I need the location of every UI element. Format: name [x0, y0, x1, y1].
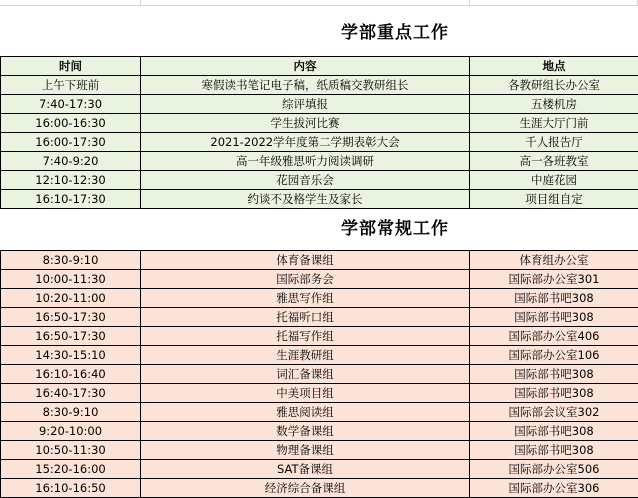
- table-row: [1, 114, 638, 133]
- cell-location[interactable]: 项目组自定: [470, 190, 638, 209]
- header-time[interactable]: 时间: [1, 57, 141, 76]
- routine-work-table: [0, 250, 638, 498]
- cell-time[interactable]: 16:50-17:30: [1, 308, 141, 327]
- cell-content[interactable]: 约谈不及格学生及家长: [141, 190, 470, 209]
- cell-content[interactable]: 经济综合备课组: [141, 479, 470, 498]
- table-row: [1, 365, 638, 384]
- cell-content[interactable]: 寒假读书笔记电子稿，纸质稿交教研组长: [141, 76, 470, 95]
- header-location[interactable]: 地点: [470, 57, 638, 76]
- table-row: [1, 327, 638, 346]
- cell-location[interactable]: 国际部办公室306: [470, 479, 638, 498]
- cell-time[interactable]: 9:20-10:00: [1, 422, 141, 441]
- cell-time[interactable]: 16:10-16:50: [1, 479, 141, 498]
- cell-content[interactable]: 雅思阅读组: [141, 403, 470, 422]
- cell-content[interactable]: 综评填报: [141, 95, 470, 114]
- cell-content[interactable]: 托福听口组: [141, 308, 470, 327]
- table-row: [1, 422, 638, 441]
- cell-location[interactable]: 国际部办公室301: [470, 270, 638, 289]
- cell-location[interactable]: 国际部书吧308: [470, 441, 638, 460]
- section-title-routine-work: 学部常规工作: [341, 219, 449, 239]
- cell-location[interactable]: 国际部办公室106: [470, 346, 638, 365]
- cell-time[interactable]: 10:00-11:30: [1, 270, 141, 289]
- cell-content[interactable]: 学生拔河比赛: [141, 114, 470, 133]
- cell-location[interactable]: 体育组办公室: [470, 251, 638, 270]
- cell-location[interactable]: 国际部书吧308: [470, 308, 638, 327]
- cell-content[interactable]: 体育备课组: [141, 251, 470, 270]
- table-row: [1, 270, 638, 289]
- cell-content[interactable]: 词汇备课组: [141, 365, 470, 384]
- cell-location[interactable]: 五楼机房: [470, 95, 638, 114]
- cell-time[interactable]: 上午下班前: [1, 76, 141, 95]
- cell-content[interactable]: 中美项目组: [141, 384, 470, 403]
- section-title-key-work: 学部重点工作: [341, 23, 449, 43]
- cell-time[interactable]: 8:30-9:10: [1, 251, 141, 270]
- table-row: [1, 441, 638, 460]
- cell-content[interactable]: 生涯教研组: [141, 346, 470, 365]
- table-row: [1, 152, 638, 171]
- cell-location[interactable]: 国际部办公室406: [470, 327, 638, 346]
- cell-time[interactable]: 16:00-17:30: [1, 133, 141, 152]
- cell-time[interactable]: 14:30-15:10: [1, 346, 141, 365]
- cell-content[interactable]: 雅思写作组: [141, 289, 470, 308]
- cell-content[interactable]: 物理备课组: [141, 441, 470, 460]
- table-row: [1, 251, 638, 270]
- cell-location[interactable]: 国际部书吧308: [470, 365, 638, 384]
- cell-location[interactable]: 中庭花园: [470, 171, 638, 190]
- table-row: [1, 76, 638, 95]
- cell-content[interactable]: 数学备课组: [141, 422, 470, 441]
- previous-row-strip: [0, 0, 638, 6]
- cell-time[interactable]: 16:00-16:30: [1, 114, 141, 133]
- cell-time[interactable]: 10:50-11:30: [1, 441, 141, 460]
- cell-location[interactable]: 各教研组长办公室: [470, 76, 638, 95]
- table-row: [1, 171, 638, 190]
- cell-location[interactable]: 千人报告厅: [470, 133, 638, 152]
- cell-time[interactable]: 10:20-11:00: [1, 289, 141, 308]
- table-header-row: [1, 57, 638, 76]
- table-row: [1, 190, 638, 209]
- cell-location[interactable]: 国际部书吧308: [470, 384, 638, 403]
- table-row: [1, 95, 638, 114]
- table-row: [1, 403, 638, 422]
- cell-time[interactable]: 16:40-17:30: [1, 384, 141, 403]
- cell-time[interactable]: 7:40-17:30: [1, 95, 141, 114]
- cell-time[interactable]: 16:10-16:40: [1, 365, 141, 384]
- table-row: [1, 289, 638, 308]
- cell-location[interactable]: 国际部办公室506: [470, 460, 638, 479]
- cell-time[interactable]: 15:20-16:00: [1, 460, 141, 479]
- cell-location[interactable]: 国际部书吧308: [470, 289, 638, 308]
- cell-content[interactable]: 高一年级雅思听力阅读调研: [141, 152, 470, 171]
- cell-location[interactable]: 国际部书吧308: [470, 422, 638, 441]
- table-row: [1, 308, 638, 327]
- cell-time[interactable]: 16:50-17:30: [1, 327, 141, 346]
- table-row: [1, 460, 638, 479]
- cell-content[interactable]: 花园音乐会: [141, 171, 470, 190]
- cell-time[interactable]: 12:10-12:30: [1, 171, 141, 190]
- cell-content[interactable]: 2021-2022学年度第二学期表彰大会: [141, 133, 470, 152]
- cell-time[interactable]: 16:10-17:30: [1, 190, 141, 209]
- key-work-table: [0, 56, 638, 209]
- cell-content[interactable]: 托福写作组: [141, 327, 470, 346]
- cell-time[interactable]: 8:30-9:10: [1, 403, 141, 422]
- table-row: [1, 479, 638, 498]
- table-row: [1, 346, 638, 365]
- cell-location[interactable]: 国际部会议室302: [470, 403, 638, 422]
- cell-location[interactable]: 高一各班教室: [470, 152, 638, 171]
- cell-content[interactable]: 国际部务会: [141, 270, 470, 289]
- cell-time[interactable]: 7:40-9:20: [1, 152, 141, 171]
- header-content[interactable]: 内容: [141, 57, 470, 76]
- cell-location[interactable]: 生涯大厅门前: [470, 114, 638, 133]
- table-row: [1, 384, 638, 403]
- cell-content[interactable]: SAT备课组: [141, 460, 470, 479]
- table-row: [1, 133, 638, 152]
